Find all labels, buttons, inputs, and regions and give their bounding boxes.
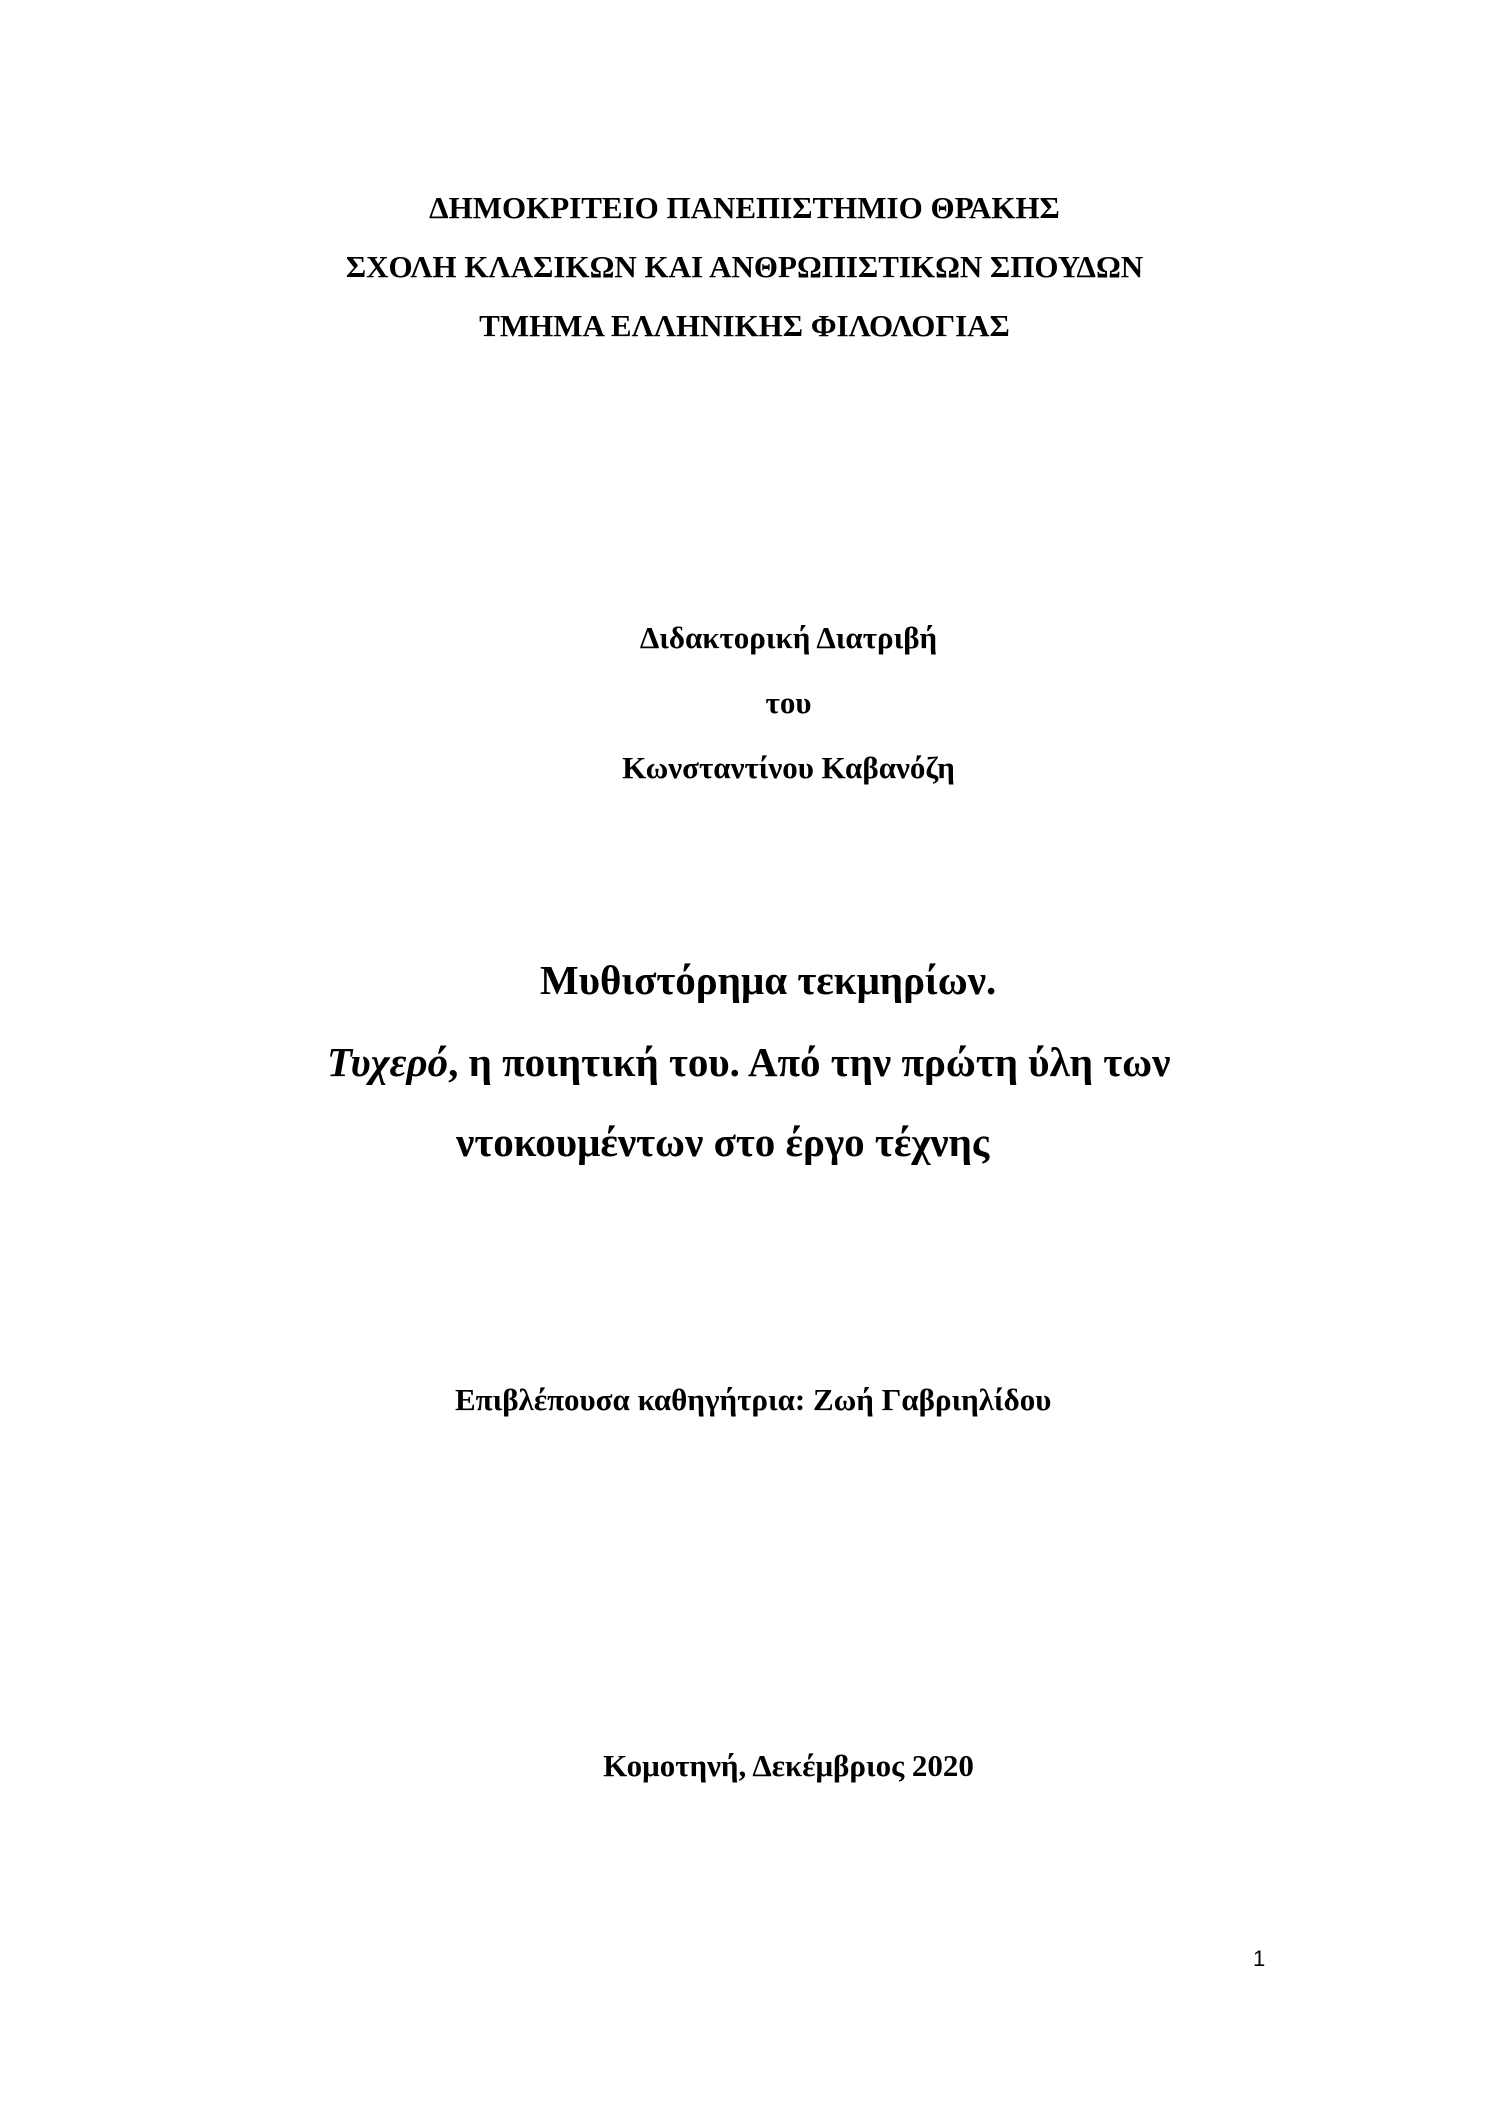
title-line-2-rest: , η ποιητική του. Από την πρώτη ύλη των bbox=[448, 1039, 1171, 1085]
place-date: Κομοτηνή, Δεκέμβριος 2020 bbox=[603, 1748, 974, 1783]
page-number: 1 bbox=[1253, 1946, 1266, 1971]
title-italic-word: Τυχερό bbox=[327, 1039, 449, 1085]
thesis-author: Κωνσταντίνου Καβανόζη bbox=[622, 750, 955, 785]
title-line-3: ντοκουμέντων στο έργο τέχνης bbox=[456, 1119, 990, 1165]
thesis-of: του bbox=[765, 685, 812, 720]
supervisor: Επιβλέπουσα καθηγήτρια: Ζωή Γαβριηλίδου bbox=[455, 1382, 1052, 1417]
thesis-type: Διδακτορική Διατριβή bbox=[639, 620, 938, 655]
thesis-info bbox=[0, 613, 1489, 793]
school-name: ΣΧΟΛΗ ΚΛΑΣΙΚΩΝ ΚΑΙ ΑΝΘΡΩΠΙΣΤΙΚΩΝ ΣΠΟΥΔΩΝ bbox=[345, 249, 1144, 284]
department-name: ΤΜΗΜΑ ΕΛΛΗΝΙΚΗΣ ΦΙΛΟΛΟΓΙΑΣ bbox=[479, 308, 1010, 343]
university-name: ΔΗΜΟΚΡΙΤΕΙΟ ΠΑΝΕΠΙΣΤΗΜΙΟ ΘΡΑΚΗΣ bbox=[429, 190, 1060, 225]
institution-header bbox=[0, 178, 1489, 355]
title-line-2 bbox=[327, 1037, 1170, 1087]
title-line-1: Μυθιστόρημα τεκμηρίων. bbox=[540, 957, 997, 1003]
